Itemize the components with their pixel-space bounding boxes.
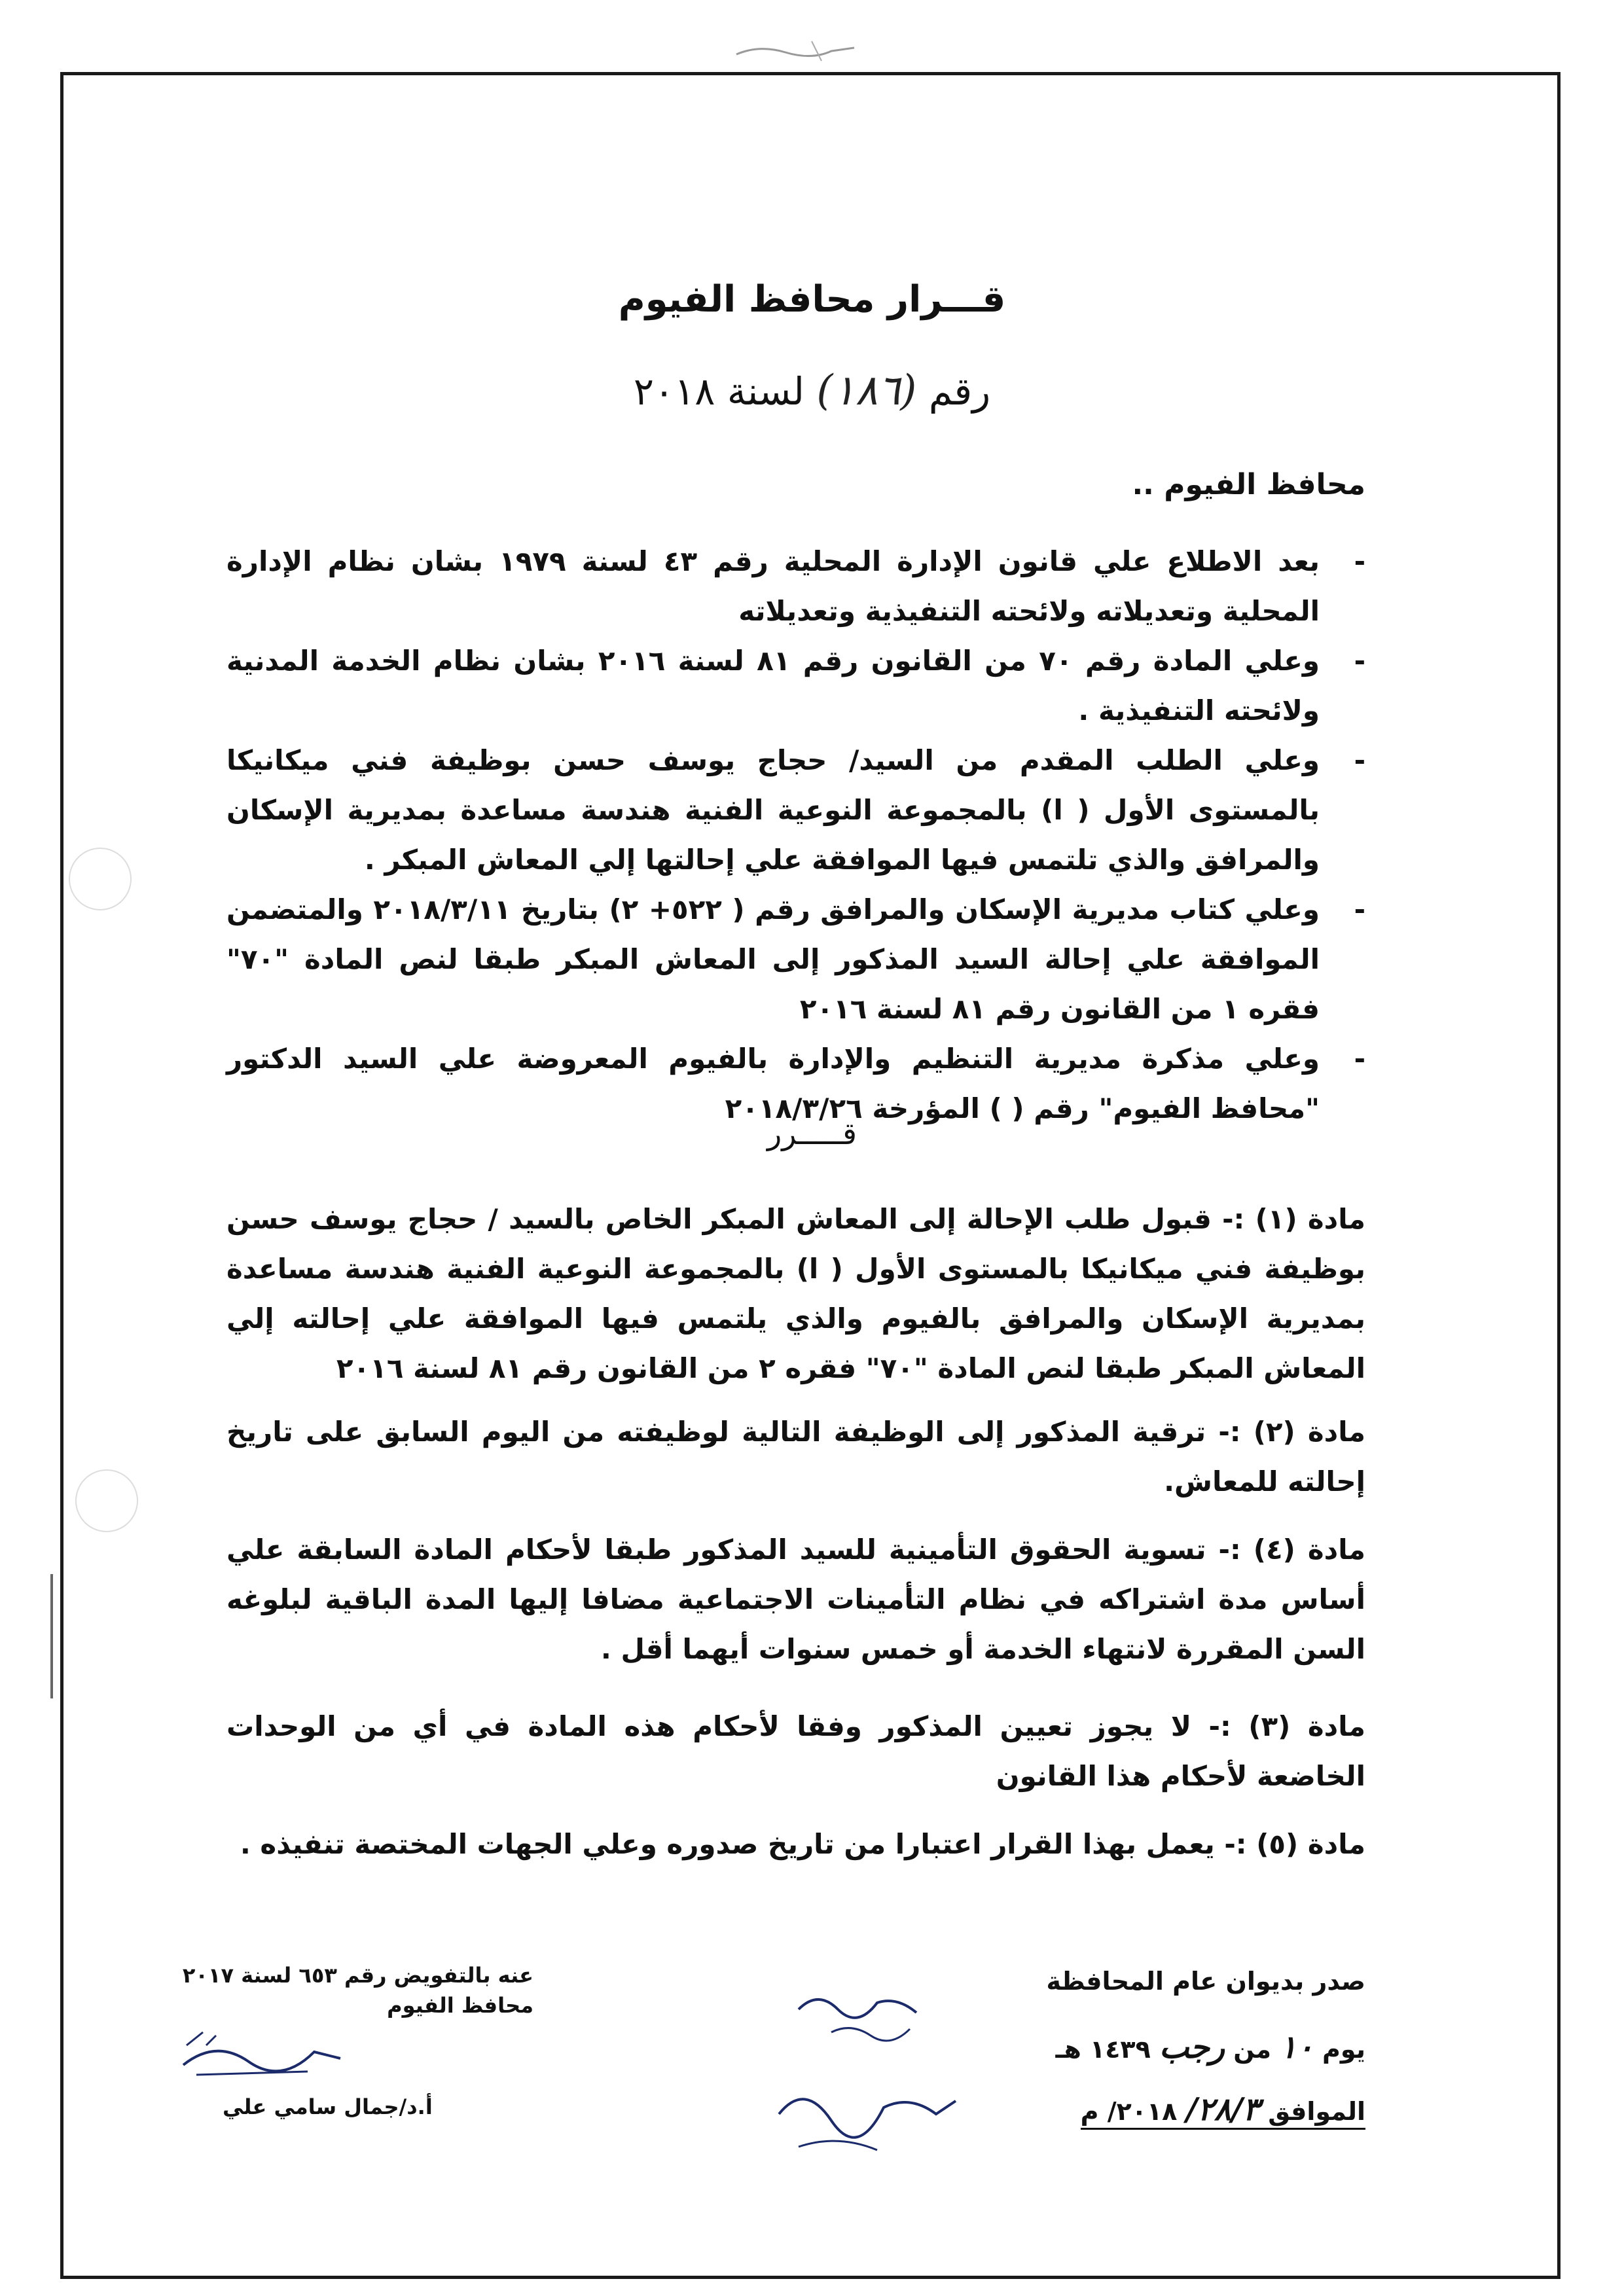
governor-signature: [177, 2026, 347, 2085]
number-value: (١٨٦): [816, 367, 917, 415]
decision-label: قـــــرر: [767, 1116, 857, 1151]
punch-hole-bottom: [75, 1469, 138, 1532]
delegation-block: [154, 1960, 533, 2020]
reviewer-signature: [759, 1983, 969, 2166]
staple-mark: [46, 1571, 58, 1702]
preamble-item: - وعلي مذكرة مديرية التنظيم والإدارة بالفيوم المعروضة علي السيد الدكتور "محافظ الفيوم" رقم ( ) المؤرخة ٢٠١٨/٣/٢٦: [226, 1043, 1365, 1124]
gregorian-date: الموافق ٢٨/٣/ ٢٠١٨/ م: [1081, 2091, 1365, 2130]
delegation-title: محافظ الفيوم: [387, 1993, 533, 2018]
preamble-item: - وعلي المادة رقم ٧٠ من القانون رقم ٨١ لسنة ٢٠١٦ بشان نظام الخدمة المدنية ولائحته التنفيذية .: [226, 645, 1365, 726]
preamble-item: - وعلي الطلب المقدم من السيد/ حجاج يوسف حسن بوظيفة فني ميكانيكا بالمستوى الأول ( ا) بالمجموعة النوعية الفنية هندسة مساعدة بمديرية الإسكان والمرافق والذي تلتمس فيها الموافقة علي إحالتها إلي المعاش المبكر .: [226, 744, 1365, 876]
preamble-item: - وعلي كتاب مديرية الإسكان والمرافق رقم ( ٥٢٢+ ٢) بتاريخ ٢٠١٨/٣/١١ والمتضمن الموافقة علي إحالة السيد المذكور إلى المعاش المبكر طبقا لنص المادة "٧٠" فقره ١ من القانون رقم ٨١ لسنة ٢٠١٦: [226, 893, 1365, 1025]
issued-at: صدر بديوان عام المحافظة: [1046, 1967, 1365, 1996]
article-1: مادة (١) :- قبول طلب الإحالة إلى المعاش المبكر الخاص بالسيد / حجاج يوسف حسن بوظيفة فني ميكانيكا بالمستوى الأول ( ا) بالمجموعة النوعية الفنية هندسة مساعدة بمديرية الإسكان والمرافق بالفيوم والذي يلتمس فيها الموافقة علي إحالته إلي المعاش المبكر طبقا لنص المادة "٧٠" فقره ٢ من القانون رقم ٨١ لسنة ٢٠١٦: [226, 1203, 1365, 1384]
delegation-line: عنه بالتفويض رقم ٦٥٣ لسنة ٢٠١٧: [182, 1963, 533, 1988]
scan-mark: [733, 31, 857, 71]
signer-name: أ.د/جمال سامي علي: [223, 2094, 433, 2119]
article-4: مادة (٤) :- تسوية الحقوق التأمينية للسيد المذكور طبقا لأحكام المادة السابقة علي أساس مدة اشتراكه في نظام التأمينات الاجتماعية مضافا إليها المدة الباقية لبلوغه السن المقررة لانتهاء الخدمة أو خمس سنوات أيهما أقل .: [226, 1534, 1365, 1665]
hijri-date: يوم ١٠ من رجب ١٤٣٩ هـ: [1055, 2029, 1365, 2066]
article-5: مادة (٥) :- يعمل بهذا القرار اعتبارا من تاريخ صدوره وعلي الجهات المختصة تنفيذه .: [240, 1828, 1365, 1860]
punch-hole-top: [69, 848, 132, 910]
issuer-label: محافظ الفيوم ..: [1132, 468, 1365, 501]
preamble-list: [226, 537, 1365, 1134]
preamble-item: - بعد الاطلاع علي قانون الإدارة المحلية رقم ٤٣ لسنة ١٩٧٩ بشان نظام الإدارة المحلية وتعديلاته ولائحته التنفيذية وتعديلاته: [226, 545, 1365, 627]
document-title: قـــرار محافظ الفيوم: [618, 278, 1006, 321]
article-3: مادة (٣) :- لا يجوز تعيين المذكور وفقا لأحكام هذه المادة في أي من الوحدات الخاضعة لأحكام هذا القانون: [226, 1710, 1365, 1792]
number-prefix: رقم: [928, 369, 991, 414]
article-2: مادة (٢) :- ترقية المذكور إلى الوظيفة التالية لوظيفته من اليوم السابق على تاريخ إحالته للمعاش.: [226, 1416, 1366, 1498]
decision-number: [0, 367, 1624, 415]
number-suffix: لسنة ٢٠١٨: [633, 369, 804, 414]
